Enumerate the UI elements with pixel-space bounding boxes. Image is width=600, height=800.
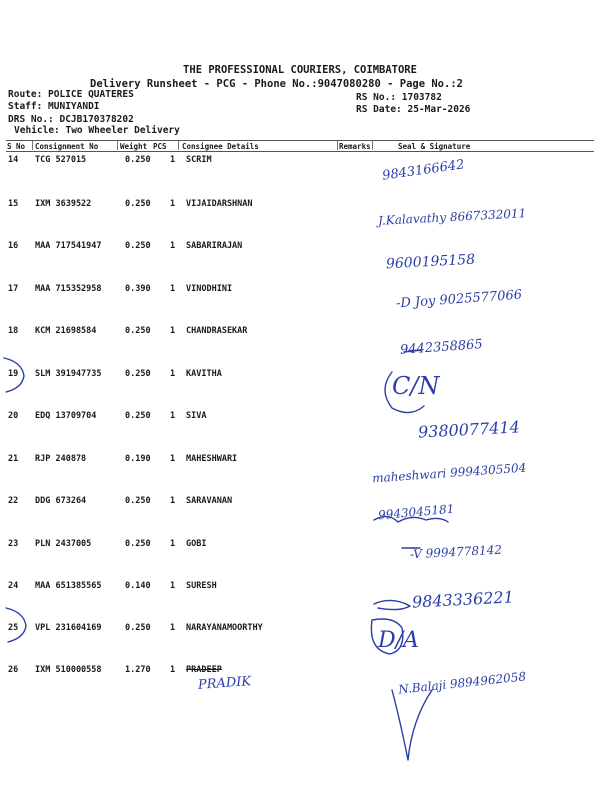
vehicle-text: Vehicle: Two Wheeler Delivery	[14, 125, 180, 136]
row-weight: 0.250	[125, 155, 151, 165]
col-header-sno: S No	[7, 142, 26, 151]
row-pcs: 1	[170, 665, 176, 675]
row-weight: 1.270	[125, 665, 151, 675]
handwritten-consignee-name: PRADIK	[197, 674, 252, 693]
row-sno: 15	[8, 199, 19, 209]
handwritten-signature: 9380077414	[417, 417, 521, 442]
row-consignment: RJP 240878	[35, 454, 87, 464]
row-sno: 20	[8, 411, 19, 421]
row-pcs: 1	[170, 326, 176, 336]
handwritten-signature: D/A	[378, 628, 419, 653]
rs-date-text: RS Date: 25-Mar-2026	[356, 104, 471, 115]
row-sno: 22	[8, 496, 19, 506]
handwritten-signature: N.Balaji 9894962058	[397, 669, 527, 697]
handwritten-signature: -D Joy 9025577066	[395, 287, 523, 312]
row-sno: 14	[8, 155, 19, 165]
route-text: Route: POLICE QUATERES	[8, 89, 134, 100]
stamp-loop	[385, 372, 424, 413]
row-pcs: 1	[170, 454, 176, 464]
row-consignee: SABARIRAJAN	[186, 241, 243, 251]
row-sno: 18	[8, 326, 19, 336]
handwritten-signature: C/N	[392, 372, 440, 400]
row-consignment: MAA 651385565	[35, 581, 102, 591]
row-weight: 0.190	[125, 454, 151, 464]
row-consignment: IXM 3639522	[35, 199, 92, 209]
row-pcs: 1	[170, 581, 176, 591]
row-weight: 0.250	[125, 539, 151, 549]
row-sno: 24	[8, 581, 19, 591]
signature-scribble	[374, 516, 448, 522]
row-weight: 0.390	[125, 284, 151, 294]
handwritten-signature: J.Kalavathy 8667332011	[377, 206, 527, 228]
row-pcs: 1	[170, 155, 176, 165]
row-weight: 0.250	[125, 411, 151, 421]
row-sno: 21	[8, 454, 19, 464]
signature-scribble	[374, 600, 410, 609]
row-pcs: 1	[170, 539, 176, 549]
company-title: THE PROFESSIONAL COURIERS, COIMBATORE	[183, 64, 417, 76]
row-pcs: 1	[170, 369, 176, 379]
col-header-pcs: PCS	[153, 142, 167, 151]
row-pcs: 1	[170, 496, 176, 506]
row-consignee: VINODHINI	[186, 284, 233, 294]
row-weight: 0.250	[125, 496, 151, 506]
signature-scribble	[392, 690, 432, 760]
row-weight: 0.250	[125, 326, 151, 336]
stamp-loop	[371, 619, 402, 654]
row-consignee: CHANDRASEKAR	[186, 326, 248, 336]
runsheet-subtitle: Delivery Runsheet - PCG - Phone No.:9047080280 - Page No.:2	[90, 78, 463, 90]
handwritten-signature: maheshwari 9994305504	[371, 460, 527, 486]
handwritten-signature: -V 9994778142	[409, 542, 503, 562]
row-pcs: 1	[170, 284, 176, 294]
row-consignment: IXM 510000558	[35, 665, 102, 675]
handwritten-signature: 9600195158	[385, 251, 476, 273]
handwritten-signature: 9843336221	[411, 587, 515, 612]
row-pcs: 1	[170, 199, 176, 209]
row-consignee: SCRIM	[186, 155, 212, 165]
row-consignment: SLM 391947735	[35, 369, 102, 379]
col-header-consignment: Consignment No	[35, 142, 99, 151]
row-consignment: PLN 2437005	[35, 539, 92, 549]
row-weight: 0.250	[125, 199, 151, 209]
row-consignment: MAA 715352958	[35, 284, 102, 294]
col-header-consignee: Consignee Details	[182, 142, 259, 151]
drs-text: DRS No.: DCJB170378202	[8, 114, 134, 125]
row-sno: 26	[8, 665, 19, 675]
row-weight: 0.140	[125, 581, 151, 591]
row-circle-mark	[4, 358, 24, 392]
row-sno: 17	[8, 284, 19, 294]
row-consignment: EDQ 13709704	[35, 411, 97, 421]
row-consignment: KCM 21698584	[35, 326, 97, 336]
row-consignee: VIJAIDARSHNAN	[186, 199, 253, 209]
row-sno: 16	[8, 241, 19, 251]
rs-no-text: RS No.: 1703782	[356, 92, 442, 103]
row-pcs: 1	[170, 241, 176, 251]
row-consignee: GOBI	[186, 539, 207, 549]
row-consignee: SIVA	[186, 411, 207, 421]
row-consignment: VPL 231604169	[35, 623, 102, 633]
handwritten-signature: 9943045181	[377, 501, 455, 523]
row-pcs: 1	[170, 623, 176, 633]
row-circle-mark	[6, 608, 26, 642]
staff-text: Staff: MUNIYANDI	[8, 101, 100, 112]
col-header-signature: Seal & Signature	[398, 142, 471, 151]
handwritten-signature: 9442358865	[399, 337, 484, 358]
col-header-remarks: Remarks	[339, 142, 371, 151]
row-sno: 19	[8, 369, 19, 379]
row-sno: 23	[8, 539, 19, 549]
handwritten-signature: 9843166642	[381, 157, 466, 184]
row-consignee: MAHESHWARI	[186, 454, 238, 464]
row-weight: 0.250	[125, 241, 151, 251]
col-header-weight: Weight	[120, 142, 148, 151]
signature-dash	[404, 350, 422, 352]
row-consignee: KAVITHA	[186, 369, 222, 379]
row-sno: 25	[8, 623, 19, 633]
row-consignment: DDG 673264	[35, 496, 87, 506]
row-consignee: PRADEEP	[186, 665, 222, 675]
row-consignment: MAA 717541947	[35, 241, 102, 251]
row-consignee: NARAYANAMOORTHY	[186, 623, 263, 633]
row-consignee: SURESH	[186, 581, 217, 591]
row-weight: 0.250	[125, 623, 151, 633]
row-pcs: 1	[170, 411, 176, 421]
row-weight: 0.250	[125, 369, 151, 379]
row-consignee: SARAVANAN	[186, 496, 233, 506]
row-consignment: TCG 527015	[35, 155, 87, 165]
